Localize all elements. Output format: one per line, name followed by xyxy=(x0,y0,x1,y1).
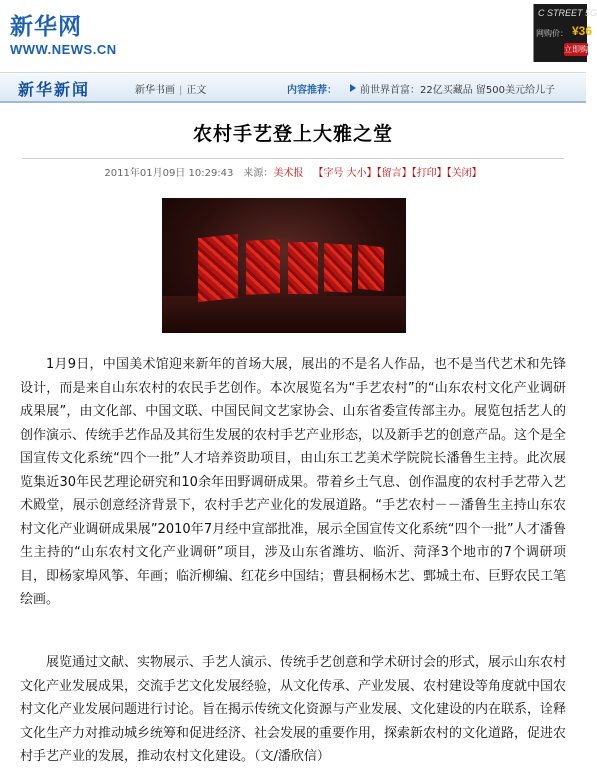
breadcrumb-item-current: 正文 xyxy=(186,85,207,96)
ad-buy-button[interactable]: 立即购 xyxy=(564,45,588,54)
source-label: 来源： xyxy=(243,168,274,179)
breadcrumb xyxy=(135,81,206,96)
article-paragraph xyxy=(20,651,566,769)
sculpture-letter xyxy=(358,245,384,292)
channel-logo[interactable]: 新华新闻 xyxy=(18,80,91,99)
sculpture-letter xyxy=(246,239,280,295)
site-header xyxy=(0,0,597,73)
channel-nav-bar xyxy=(0,74,586,103)
recommend-label: 内容推荐： xyxy=(287,85,337,96)
title-divider xyxy=(22,158,564,159)
publish-datetime: 2011年01月09日 10:29:43 xyxy=(104,168,234,179)
breadcrumb-item-section[interactable]: 新华书画 xyxy=(135,85,175,96)
article-title: 农村手艺登上大雅之堂 xyxy=(192,123,393,145)
exhibition-photo xyxy=(162,198,406,333)
font-size-control[interactable]: 【字号 大小】 xyxy=(313,168,377,179)
paragraph-text: 1月9日，中国美术馆迎来新年的首场大展，展出的不是名人作品，也不是当代艺术和先锋设计，而是来自山东农村的农民手艺创作。本次展览名为“手艺农村”的“山东农村文化产业调研成果展”，由文化部、中国文联、中国民间文艺家协会、山东省委宣传部主办。展览包括艺人的创作演示、传统手艺作品及其衍生发展的农村手艺产业形态，以及新手艺的创意产品。这个是全国宣传文化系统“四个一批”人才培养资助项目，由山东工艺美术学院院长潘鲁生主持。此次展览集近30年民艺理论研究和10余年田野调研成果。带着乡土气息、创作温度的农村手艺带入艺术殿堂，展示创意经济背景下，农村手艺产业化的发展道路。“手艺农村－－潘鲁生主持山东农村文化产业调研成果展”2010年7月经中宣部批准，展示全国宣传文化系统“四个一批”人才潘鲁生主持的“山东农村文化产业调研”项目，涉及山东省潍坊、临沂、菏泽3个地市的7个调研项目，即杨家埠风筝、年画；临沂柳编、红花乡中国结；曹县桐杨木艺、鄄城土布、巨野农民工笔绘画。 xyxy=(20,357,567,607)
ad-label: 网购价： xyxy=(536,29,568,38)
ad-brand: C STREET 5G xyxy=(538,8,597,18)
sculpture-letter xyxy=(288,242,318,294)
paragraph-text: 展览通过文献、实物展示、手艺人演示、传统手艺创意和学术研讨会的形式，展示山东农村文化产业发展成果，交流手艺文化发展经验，从文化传承、产业发展、农村建设等角度就中国农村文化产业发展问题进行讨论。旨在揭示传统文化资源与产业发展、文化建设的内在联系，诠释文化生产力对推动城乡统筹和促进经济、社会发展的重要作用，探索新农村的文化道路，促进农村手艺产业的发展，推动农村文化建设。（文/潘欣信） xyxy=(20,655,567,764)
recommend-link[interactable]: 前世界首富：22亿买藏品 留500美元给儿子 xyxy=(360,85,555,96)
ad-price: ¥36 xyxy=(572,24,593,38)
breadcrumb-separator: | xyxy=(179,85,183,96)
close-link[interactable]: 【关闭】 xyxy=(446,168,482,179)
site-url[interactable]: WWW.NEWS.CN xyxy=(10,42,117,57)
arrow-right-icon xyxy=(350,84,356,92)
print-link[interactable]: 【打印】 xyxy=(411,168,447,179)
comment-link[interactable]: 【留言】 xyxy=(376,168,412,179)
sculpture-letter xyxy=(324,243,352,292)
article-paragraph xyxy=(20,353,566,612)
site-logo[interactable]: 新华网 xyxy=(10,14,82,40)
article-meta xyxy=(0,164,586,179)
advertisement-banner[interactable] xyxy=(533,4,597,62)
source-link[interactable]: 美术报 xyxy=(273,168,304,179)
sculpture-letter xyxy=(198,234,238,302)
